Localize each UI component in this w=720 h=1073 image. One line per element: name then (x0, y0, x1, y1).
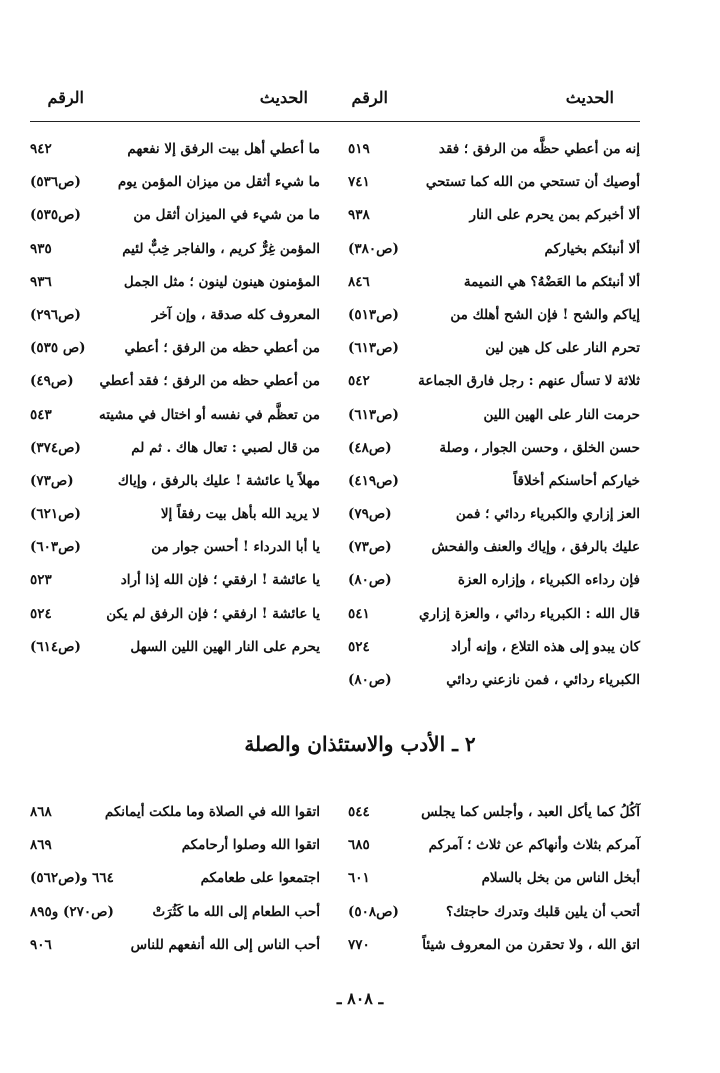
hadith-text: أوصيك أن تستحي من الله كما تستحي (425, 174, 640, 191)
hadith-text: من تعظَّم في نفسه أو اختال في مشيته (98, 406, 320, 423)
index-entry (30, 533, 320, 566)
entry-number: ٧٤١ (348, 174, 370, 191)
hadith-text: من قال لصبي : تعال هاك . ثم لم (131, 439, 320, 456)
hadith-text: فإن رداءه الكبرياء ، وإزاره العزة (457, 572, 640, 589)
index-entry (30, 401, 320, 434)
index-entry (30, 600, 320, 633)
index-entry (30, 434, 320, 467)
entry-number: (ص٧٣) (348, 539, 392, 556)
index-entry (348, 633, 640, 666)
index-entry (348, 798, 640, 831)
entry-number: ٥٢٤ (348, 638, 370, 655)
index-entry (348, 235, 640, 268)
entry-number: ٨٦٨ (30, 804, 52, 820)
entry-number: ٦٠١ (348, 870, 370, 887)
hadith-text: يا عائشة ! ارفقي ؛ فإن الله إذا أراد (120, 572, 320, 589)
index-entry (30, 235, 320, 268)
index-entry (348, 500, 640, 533)
hadith-text: من أعطي حظه من الرفق ؛ فقد أعطي (99, 373, 320, 390)
hadith-text: ما أعطي أهل بيت الرفق إلا نفعهم (127, 141, 320, 157)
entry-number: (ص٤١٩) (348, 472, 399, 489)
index-entry (30, 566, 320, 599)
hadith-text: تحرم النار على كل هين لين (485, 340, 640, 357)
header-hadith-left: الحديث (259, 88, 308, 107)
entry-number: (ص٥٣٥) (30, 207, 81, 224)
hadith-text: أبخل الناس من بخل بالسلام (481, 870, 640, 887)
entry-number: (ص٧٩) (348, 506, 392, 523)
entry-number: ٦٦٤ و(ص٥٦٢) (30, 870, 114, 887)
hadith-text: آكُلُ كما يأكل العبد ، وأجلس كما يجلس (421, 804, 640, 820)
index-entry (30, 301, 320, 334)
hadith-text: ما من شيء في الميزان أثقل من (133, 207, 320, 224)
hadith-text: المؤمن غِرٌّ كريم ، والفاجر خِبٌّ لئيم (122, 240, 320, 257)
index-entry (30, 135, 320, 168)
entry-number: (ص٥٣٦) (30, 174, 81, 191)
index-entry (348, 367, 640, 400)
index-entry (30, 831, 320, 864)
index-entry (30, 268, 320, 301)
section1-left-column (30, 135, 320, 666)
hadith-text: إياكم والشح ! فإن الشح أهلك من (450, 306, 640, 323)
entry-number: (ص٦١٣) (348, 340, 399, 357)
entry-number: ٥١٩ (348, 141, 370, 157)
hadith-text: أحب الطعام إلى الله ما كَثُرَتْ (152, 903, 320, 920)
entry-number: ٩٣٥ (30, 240, 52, 257)
entry-number: ٩٤٢ (30, 141, 52, 157)
hadith-text: مهلاً يا عائشة ! عليك بالرفق ، وإياك (117, 472, 320, 489)
index-entry (348, 864, 640, 897)
hadith-text: حسن الخلق ، وحسن الجوار ، وصلة (439, 439, 640, 456)
entry-number: ٥٢٤ (30, 605, 52, 622)
index-entry (348, 600, 640, 633)
hadith-text: العز إزاري والكبرياء ردائي ؛ فمن (455, 506, 640, 523)
section1-right-column (348, 135, 640, 699)
hadith-text: أحب الناس إلى الله أنفعهم للناس (130, 936, 320, 953)
header-hadith-right: الحديث (565, 88, 614, 107)
hadith-text: كان يبدو إلى هذه التلاع ، وإنه أراد (451, 638, 640, 655)
index-entry (30, 633, 320, 666)
entry-number: (ص٨٠) (348, 672, 392, 688)
index-entry (348, 533, 640, 566)
index-entry (30, 467, 320, 500)
hadith-text: يا أبا الدرداء ! أحسن جوار من (151, 539, 320, 556)
entry-number: ٩٣٦ (30, 273, 52, 290)
entry-number: ٩٠٦ (30, 936, 52, 953)
section-title: ٢ ـ الأدب والاستئذان والصلة (244, 732, 476, 756)
entry-number: (ص ٥٣٥) (30, 340, 86, 357)
entry-number: ٥٤٣ (30, 406, 52, 423)
index-entry (30, 201, 320, 234)
hadith-text: ألا أخبركم بمن يحرم على النار (469, 207, 640, 224)
index-entry (348, 566, 640, 599)
entry-number: (ص٧٣) (30, 472, 74, 489)
entry-number: ٨٦٩ (30, 837, 52, 854)
section2-left-column (30, 798, 320, 964)
entry-number: (ص٢٧٠) و٨٩٥ (30, 903, 114, 920)
index-entry (348, 831, 640, 864)
hadith-text: لا يريد الله بأهل بيت رفقاً إلا (160, 506, 320, 523)
index-entry (30, 931, 320, 964)
index-entry (348, 168, 640, 201)
entry-number: (ص٢٩٦) (30, 306, 81, 323)
hadith-text: اتقوا الله وصلوا أرحامكم (181, 837, 320, 854)
hadith-text: اتقوا الله في الصلاة وما ملكت أيمانكم (104, 804, 320, 820)
entry-number: (ص٥٠٨) (348, 903, 399, 920)
index-entry (30, 334, 320, 367)
hadith-text: اتق الله ، ولا تحقرن من المعروف شيئاً (422, 936, 640, 953)
index-entry (348, 135, 640, 168)
hadith-text: حرمت النار على الهين اللين (483, 406, 640, 423)
entry-number: (ص٥١٣) (348, 306, 399, 323)
entry-number: ٧٧٠ (348, 936, 370, 953)
index-entry (348, 201, 640, 234)
entry-number: (ص٦٠٣) (30, 539, 81, 556)
hadith-text: من أعطي حظه من الرفق ؛ أعطي (124, 340, 320, 357)
index-entry (30, 798, 320, 831)
hadith-text: أتحب أن يلين قلبك وتدرك حاجتك؟ (445, 903, 640, 920)
index-entry (30, 898, 320, 931)
page-number: ـ ٨٠٨ ـ (336, 989, 384, 1008)
hadith-text: يا عائشة ! ارفقي ؛ فإن الرفق لم يكن (106, 605, 320, 622)
index-entry (348, 434, 640, 467)
entry-number: ٨٤٦ (348, 273, 370, 290)
index-entry (30, 367, 320, 400)
entry-number: (ص٣٨٠) (348, 240, 399, 257)
index-entry (348, 268, 640, 301)
entry-number: ٥٤١ (348, 605, 370, 622)
hadith-text: المؤمنون هينون لينون ؛ مثل الجمل (123, 273, 320, 290)
hadith-text: ألا أنبئكم ما العَضْهُ؟ هي النميمة (463, 273, 640, 290)
hadith-text: عليك بالرفق ، وإياك والعنف والفحش (431, 539, 640, 556)
entry-number: (ص٤٨) (348, 439, 392, 456)
index-entry (348, 931, 640, 964)
hadith-text: ما شيء أثقل من ميزان المؤمن يوم (117, 174, 320, 191)
hadith-text: المعروف كله صدقة ، وإن آخر (151, 306, 320, 323)
index-entry (348, 301, 640, 334)
entry-number: ٥٤٢ (348, 373, 370, 390)
hadith-text: يحرم على النار الهين اللين السهل (130, 638, 320, 655)
index-entry (30, 864, 320, 897)
index-entry (348, 401, 640, 434)
hadith-text: قال الله : الكبرياء ردائي ، والعزة إزاري (418, 605, 640, 622)
hadith-text: آمركم بثلاث وأنهاكم عن ثلاث ؛ آمركم (428, 837, 640, 854)
header-divider (30, 121, 640, 122)
entry-number: ٩٣٨ (348, 207, 370, 224)
entry-number: (ص٨٠) (348, 572, 392, 589)
index-entry (30, 500, 320, 533)
index-entry (348, 467, 640, 500)
index-entry (30, 168, 320, 201)
entry-number: ٥٤٤ (348, 804, 370, 820)
entry-number: (ص٦١٤) (30, 638, 81, 655)
entry-number: ٥٢٣ (30, 572, 52, 589)
entry-number: ٦٨٥ (348, 837, 370, 854)
header-number-left: الرقم (47, 88, 84, 107)
hadith-text: اجتمعوا على طعامكم (200, 870, 320, 887)
hadith-text: إنه من أعطي حظَّه من الرفق ؛ فقد (438, 141, 640, 157)
hadith-text: خياركم أحاسنكم أخلاقاً (513, 472, 640, 489)
entry-number: (ص٦٢١) (30, 506, 81, 523)
index-entry (348, 898, 640, 931)
index-entry (348, 334, 640, 367)
section2-right-column (348, 798, 640, 964)
hadith-text: ثلاثة لا تسأل عنهم : رجل فارق الجماعة (418, 373, 640, 390)
header-number-right: الرقم (351, 88, 388, 107)
hadith-text: ألا أنبئكم بخياركم (544, 240, 640, 257)
hadith-text: الكبرياء ردائي ، فمن نازعني ردائي (446, 672, 640, 688)
entry-number: (ص٣٧٤) (30, 439, 81, 456)
entry-number: (ص٤٩) (30, 373, 74, 390)
entry-number: (ص٦١٣) (348, 406, 399, 423)
index-entry (348, 666, 640, 699)
